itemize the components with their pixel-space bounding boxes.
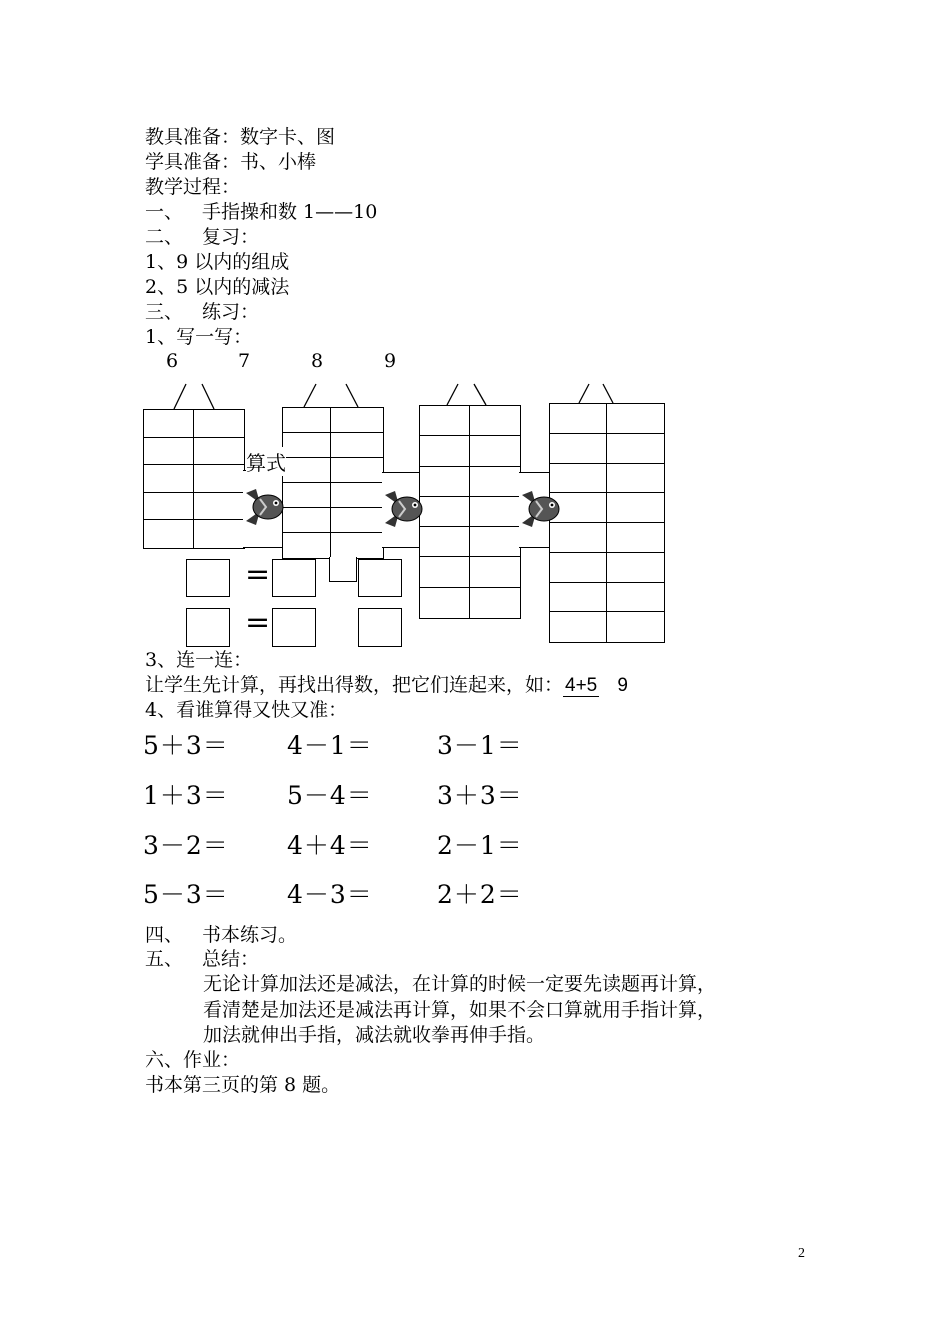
section-number: 一、 xyxy=(145,201,184,223)
equation: 4＋4＝ xyxy=(287,831,373,860)
connect-title: 3、连一连： xyxy=(145,649,253,671)
page-number: 2 xyxy=(798,1246,805,1261)
equation: 4－1＝ xyxy=(287,731,373,760)
section-five xyxy=(145,947,259,971)
fish-icon xyxy=(242,485,286,529)
top-number: 8 xyxy=(311,350,324,372)
equation: 2－1＝ xyxy=(437,831,523,860)
section-number: 三、 xyxy=(145,301,184,323)
summary-line: 加法就伸出手指，减法就收拳再伸手指。 xyxy=(203,1024,546,1046)
equation: 5－3＝ xyxy=(143,880,229,909)
equation: 1＋3＝ xyxy=(143,781,229,810)
example-answer: 9 xyxy=(617,675,628,696)
equation: 3－1＝ xyxy=(437,731,523,760)
write-title: 1、写一写： xyxy=(145,326,253,348)
grid-extension xyxy=(329,557,357,582)
connect-instruction-text: 让学生先计算，再找出得数，把它们连起来，如： xyxy=(145,674,564,696)
equation: 3－2＝ xyxy=(143,831,229,860)
top-number: 6 xyxy=(166,350,179,372)
number-grid-9 xyxy=(549,403,665,643)
summary-line: 看清楚是加法还是减法再计算，如果不会口算就用手指计算， xyxy=(203,999,717,1021)
answer-box[interactable] xyxy=(358,608,402,647)
top-number: 9 xyxy=(384,350,397,372)
student-aids-line: 学具准备：书、小棒 xyxy=(145,151,317,173)
answer-box[interactable] xyxy=(272,608,316,647)
quick-calc-title: 4、看谁算得又快又准： xyxy=(145,699,348,721)
summary-line: 无论计算加法还是减法，在计算的时候一定要先读题再计算， xyxy=(203,973,717,995)
number-grid-7 xyxy=(282,407,384,559)
section-number: 四、 xyxy=(145,924,184,946)
equals-sign: = xyxy=(245,605,271,640)
answer-box[interactable] xyxy=(186,608,230,647)
section-number: 二、 xyxy=(145,226,184,248)
connect-instruction xyxy=(145,673,628,698)
section-text: 练习： xyxy=(202,301,260,323)
answer-box[interactable] xyxy=(272,559,316,597)
formula-label: 算式 xyxy=(246,447,286,476)
fish-icon xyxy=(518,487,562,531)
equals-sign: = xyxy=(245,557,271,592)
top-number: 7 xyxy=(238,350,251,372)
fish-icon xyxy=(381,487,425,531)
section-text: 书本练习。 xyxy=(202,924,298,946)
process-heading: 教学过程： xyxy=(145,176,241,198)
number-grid-8 xyxy=(419,405,521,619)
answer-box[interactable] xyxy=(186,559,230,597)
section-text: 复习： xyxy=(202,226,260,248)
equation: 5－4＝ xyxy=(287,781,373,810)
equation: 5＋3＝ xyxy=(143,731,229,760)
example-expression: 4+5 xyxy=(565,675,598,696)
answer-box[interactable] xyxy=(358,559,402,597)
section-four xyxy=(145,923,297,947)
homework-title: 六、作业： xyxy=(145,1049,241,1071)
equation: 3＋3＝ xyxy=(437,781,523,810)
review-item: 1、9 以内的组成 xyxy=(145,251,290,273)
number-grid-6 xyxy=(143,409,245,549)
section-text: 手指操和数 1——10 xyxy=(202,201,378,223)
review-item: 2、5 以内的减法 xyxy=(145,276,290,298)
equation: 4－3＝ xyxy=(287,880,373,909)
equation: 2＋2＝ xyxy=(437,880,523,909)
homework-text: 书本第三页的第 8 题。 xyxy=(145,1074,341,1096)
section-number: 五、 xyxy=(145,948,184,970)
teaching-aids-line: 教具准备：数字卡、图 xyxy=(145,126,336,148)
section-text: 总结： xyxy=(202,948,260,970)
